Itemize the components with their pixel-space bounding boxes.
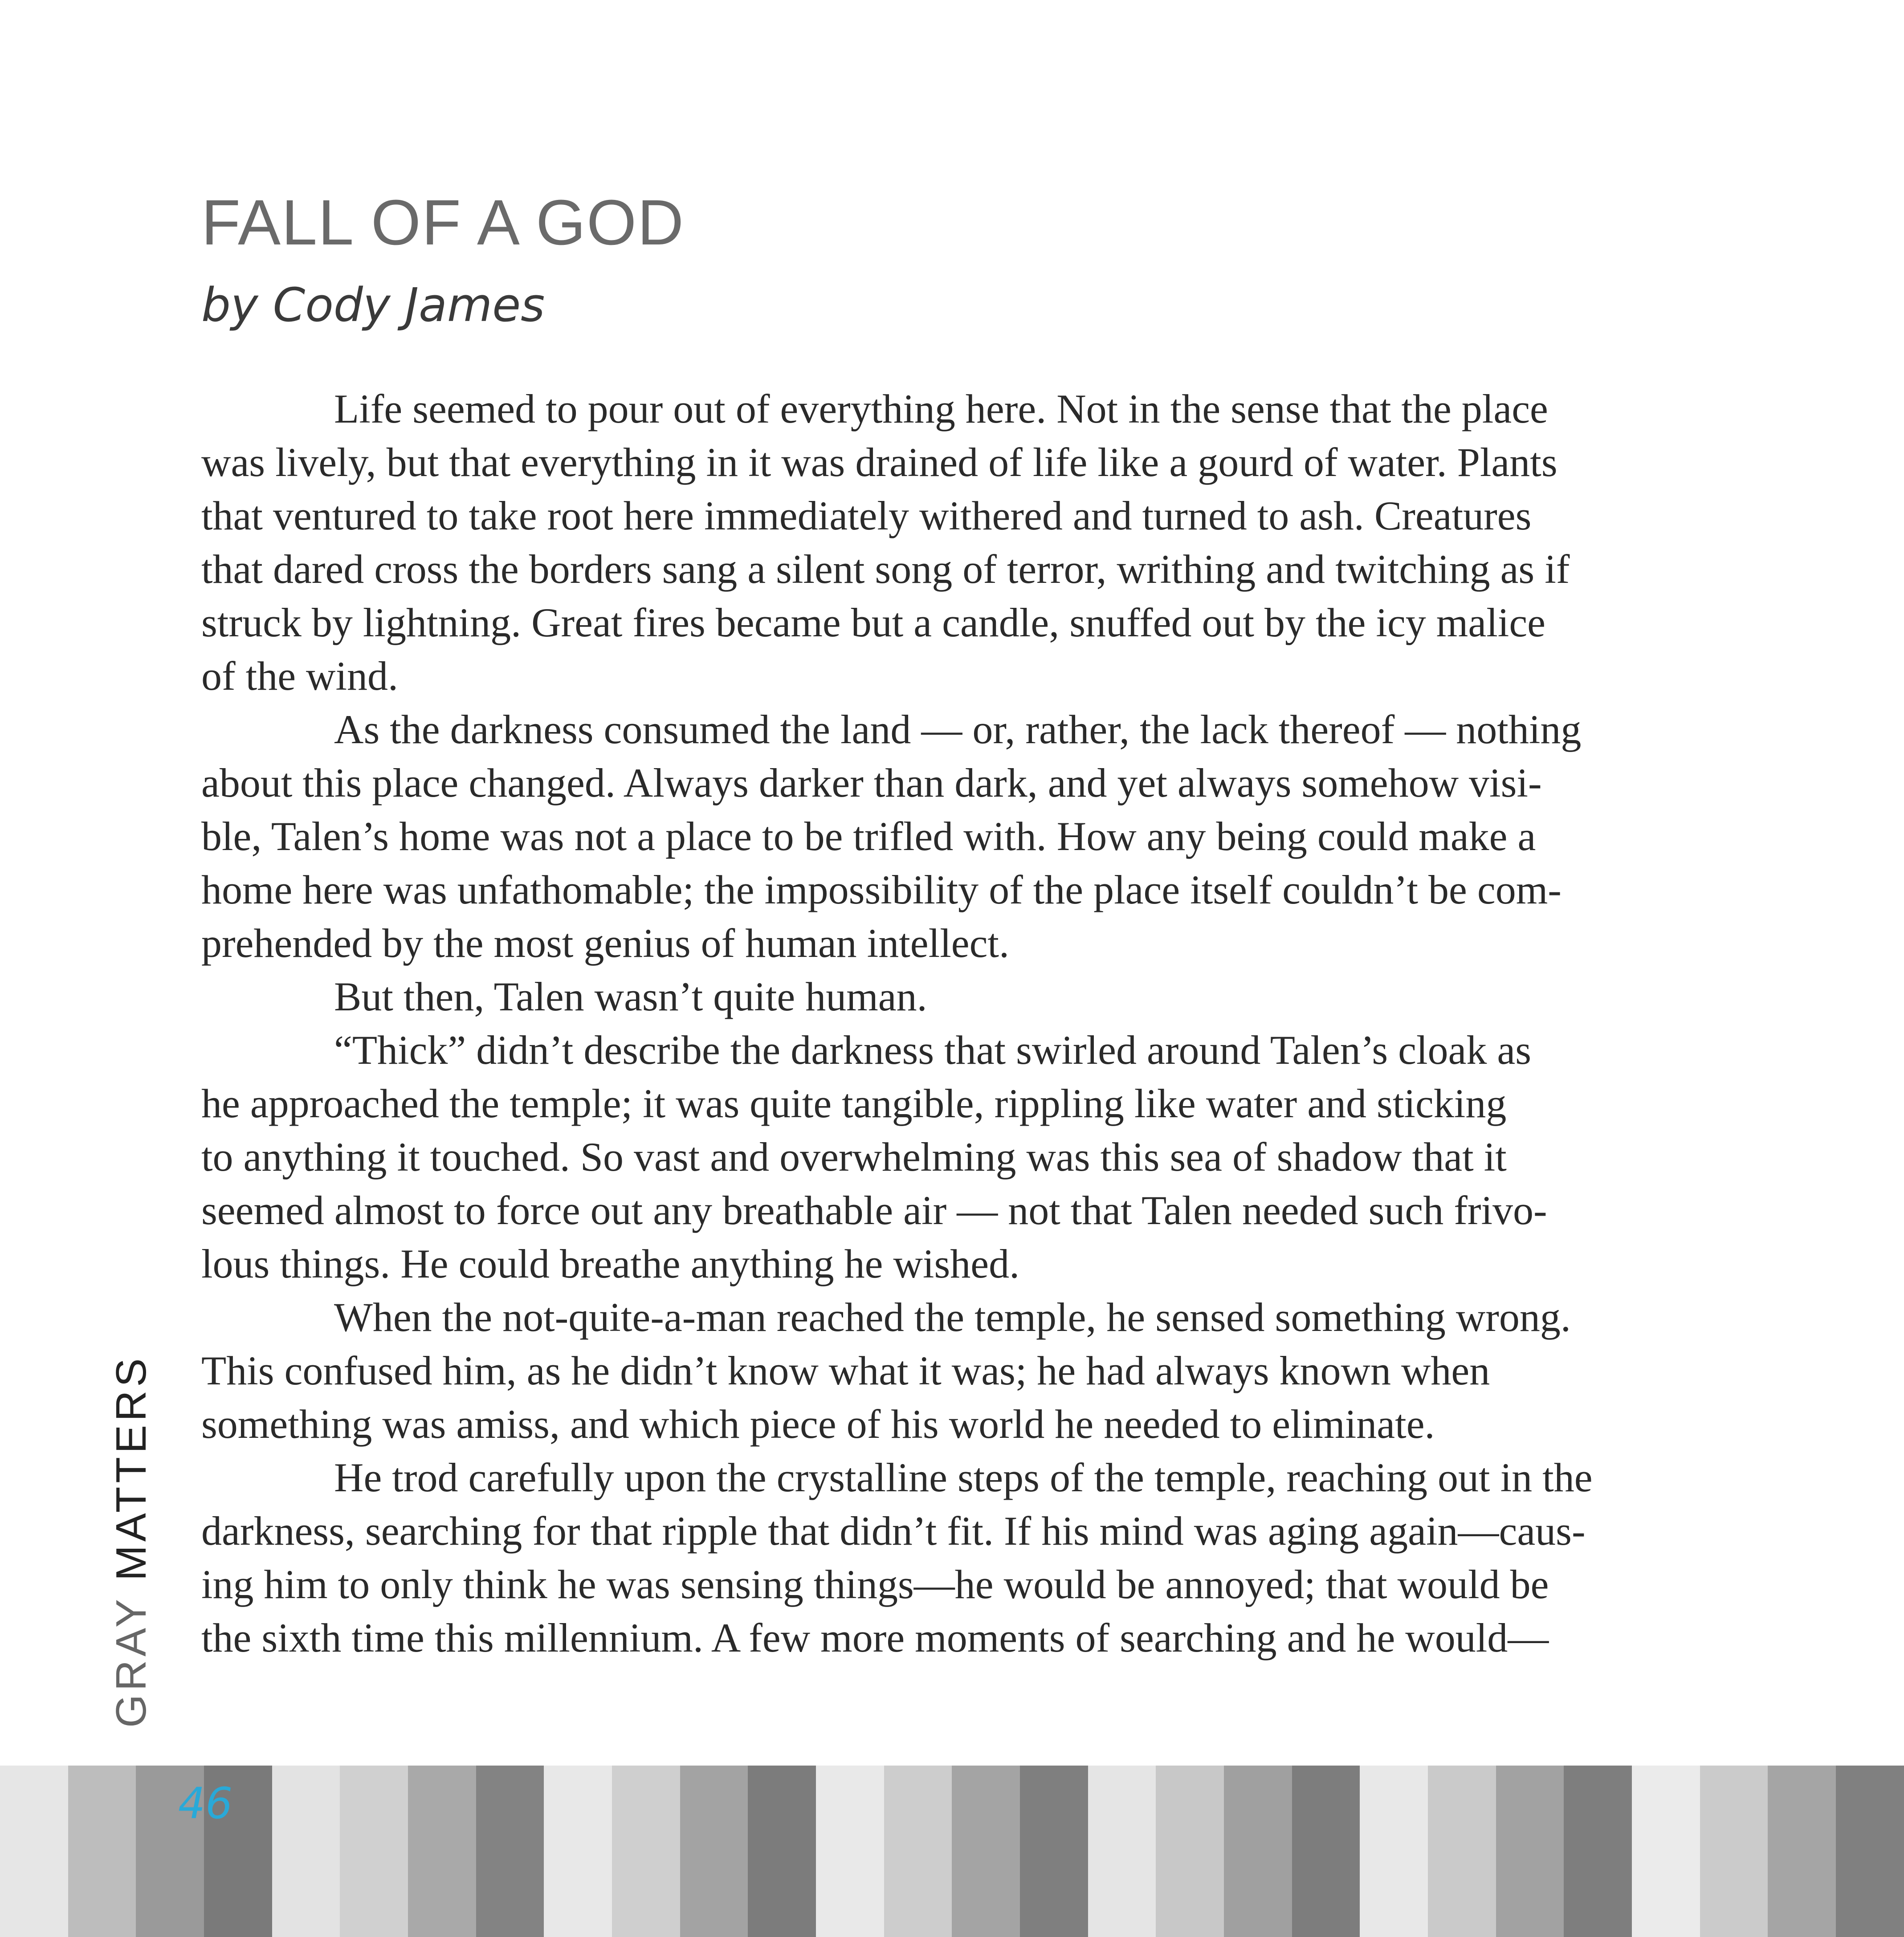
footer-stripe [0,1766,68,1937]
body-line: something was amiss, and which piece of his world he needed to eliminate. [201,1401,1435,1447]
article-body [201,382,1711,1664]
magazine-name-vertical [107,1282,156,1728]
footer-stripe [272,1766,340,1937]
body-line: ing him to only think he was sensing things—he would be annoyed; that would be [201,1562,1549,1607]
body-line: home here was unfathomable; the impossibility of the place itself couldn’t be com- [201,867,1562,912]
footer-stripe [1564,1766,1632,1937]
footer-stripe [1156,1766,1224,1937]
footer-stripe [1088,1766,1156,1937]
magazine-name-part2: MATTERS [107,1355,155,1581]
body-line: prehended by the most genius of human intellect. [201,920,1009,966]
body-line: This confused him, as he didn’t know what it was; he had always known when [201,1348,1490,1393]
footer-stripe [340,1766,408,1937]
footer-stripe [1292,1766,1360,1937]
footer-stripe [1836,1766,1904,1937]
body-line: that dared cross the borders sang a silent song of terror, writhing and twitching as if [201,546,1570,592]
footer-stripe [1632,1766,1700,1937]
body-line: of the wind. [201,653,399,699]
body-line: Life seemed to pour out of everything here. Not in the sense that the place [334,386,1548,431]
page-number: 46 [178,1778,233,1828]
body-line: about this place changed. Always darker than dark, and yet always somehow visi- [201,760,1542,806]
body-line: the sixth time this millennium. A few more moments of searching and he would— [201,1615,1549,1660]
footer-stripe [1768,1766,1836,1937]
body-line: He trod carefully upon the crystalline steps of the temple, reaching out in the [334,1455,1593,1500]
footer-stripe [1428,1766,1496,1937]
body-line: struck by lightning. Great fires became but a candle, snuffed out by the icy malice [201,600,1545,645]
footer-stripe [1224,1766,1292,1937]
footer-stripe [476,1766,544,1937]
body-line: “Thick” didn’t describe the darkness that swirled around Talen’s cloak as [334,1027,1531,1073]
footer-stripe-band [0,1766,1904,1937]
footer-stripe [612,1766,680,1937]
body-line: ble, Talen’s home was not a place to be trifled with. How any being could make a [201,814,1536,859]
body-line: But then, Talen wasn’t quite human. [334,974,927,1019]
body-line: As the darkness consumed the land — or, rather, the lack thereof — nothing [334,707,1582,752]
footer-stripe [544,1766,612,1937]
body-line: was lively, but that everything in it was drained of life like a gourd of water. Plants [201,439,1557,485]
magazine-name-part1: GRAY [107,1596,155,1728]
footer-stripe [1360,1766,1428,1937]
article-title: FALL OF A GOD [201,187,685,258]
footer-stripe [952,1766,1020,1937]
body-line: that ventured to take root here immediately withered and turned to ash. Creatures [201,493,1532,538]
body-line: he approached the temple; it was quite tangible, rippling like water and sticking [201,1081,1507,1126]
footer-stripe [884,1766,952,1937]
body-line: to anything it touched. So vast and overwhelming was this sea of shadow that it [201,1134,1507,1180]
footer-stripe [68,1766,136,1937]
footer-stripe [748,1766,816,1937]
body-line: lous things. He could breathe anything he wished. [201,1241,1020,1286]
footer-stripe [680,1766,748,1937]
footer-stripe [408,1766,476,1937]
footer-stripe [1020,1766,1088,1937]
body-line: darkness, searching for that ripple that didn’t fit. If his mind was aging again—caus- [201,1508,1586,1554]
footer-stripe [816,1766,884,1937]
body-line: When the not-quite-a-man reached the temple, he sensed something wrong. [334,1294,1571,1340]
footer-stripe [1496,1766,1564,1937]
body-line: seemed almost to force out any breathable air — not that Talen needed such frivo- [201,1188,1547,1233]
footer-stripe [1700,1766,1768,1937]
article-byline: by Cody James [201,278,545,332]
